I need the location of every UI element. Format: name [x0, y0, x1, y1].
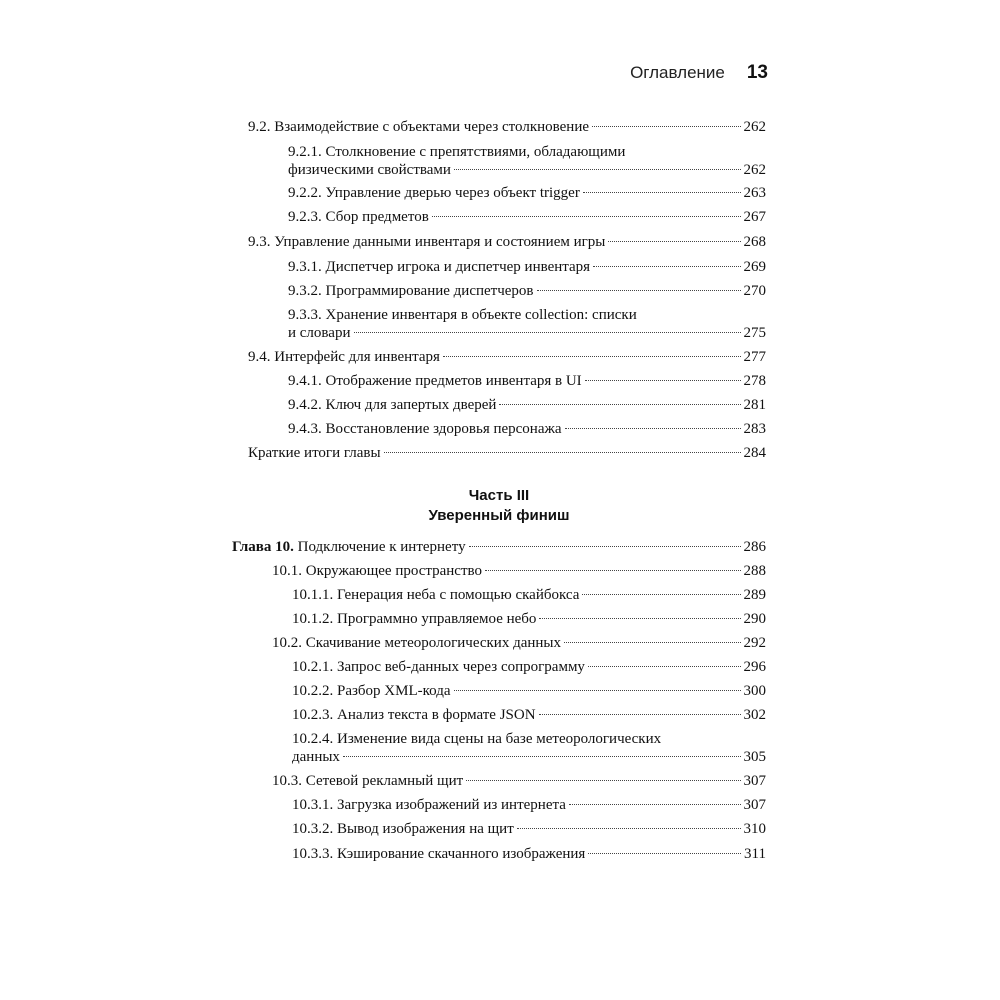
dot-leader	[469, 546, 741, 547]
toc-entry-title: 10.2.1. Запрос веб-данных через сопрограмму	[292, 659, 585, 675]
toc-entry-page: 311	[744, 846, 766, 862]
dot-leader	[354, 332, 741, 333]
toc-entry[interactable]	[232, 538, 766, 556]
toc-entry-page: 281	[743, 397, 766, 413]
toc-entry-title: 10.3.1. Загрузка изображений из интернета	[292, 797, 566, 813]
dot-leader	[593, 266, 740, 267]
toc-entry-title: 10.2. Скачивание метеорологических данных	[272, 635, 561, 651]
header-title: Оглавление	[630, 63, 725, 82]
toc-entry[interactable]	[232, 562, 766, 580]
toc-entry-title: 10.3. Сетевой рекламный щит	[272, 773, 464, 789]
toc-entry-title: 10.3.3. Кэширование скачанного изображения	[292, 846, 586, 862]
toc-entry-page: 289	[743, 587, 766, 603]
toc-entry[interactable]	[232, 208, 766, 226]
toc-entry-title: 9.4. Интерфейс для инвентаря	[248, 349, 440, 365]
toc-entry[interactable]	[232, 730, 766, 766]
toc-entry-page: 302	[743, 707, 766, 723]
toc-entry[interactable]	[232, 348, 766, 366]
toc-entry-page: 262	[743, 162, 766, 178]
toc-entry-page: 310	[743, 821, 766, 837]
toc-entry-page: 262	[743, 119, 766, 135]
toc-entry-title: физическими свойствами	[288, 162, 451, 178]
toc-entry[interactable]	[232, 282, 766, 300]
dot-leader	[608, 241, 740, 242]
toc-entry[interactable]	[232, 634, 766, 652]
dot-leader	[443, 356, 741, 357]
toc-entry-page: 307	[743, 797, 766, 813]
toc-entry-title: 9.3.2. Программирование диспетчеров	[288, 283, 534, 299]
toc-entry[interactable]	[232, 420, 766, 438]
toc-entry[interactable]	[232, 706, 766, 724]
toc-entry-title-line1: 10.2.4. Изменение вида сцены на базе метеорологических	[292, 731, 662, 747]
part-heading	[232, 486, 766, 526]
toc-entry-page: 307	[743, 773, 766, 789]
toc-entry-page: 286	[743, 539, 766, 555]
dot-leader	[588, 666, 741, 667]
dot-leader	[592, 126, 740, 127]
toc-entry-title: и словари	[288, 325, 351, 341]
toc-entry-title-line1: 9.2.1. Столкновение с препятствиями, обладающими	[288, 144, 626, 160]
toc-entry-page: 288	[743, 563, 766, 579]
toc-entry-page: 277	[743, 349, 766, 365]
toc-entry-page: 278	[743, 373, 766, 389]
dot-leader	[539, 618, 740, 619]
dot-leader	[539, 714, 741, 715]
toc-entry-title: Краткие итоги главы	[248, 445, 381, 461]
toc-entry-page: 283	[743, 421, 766, 437]
toc-entry[interactable]	[232, 586, 766, 604]
toc-entry[interactable]	[232, 772, 766, 790]
dot-leader	[454, 169, 741, 170]
dot-leader	[564, 642, 741, 643]
toc-entry-title: 10.1. Окружающее пространство	[272, 563, 482, 579]
toc-entry[interactable]	[232, 610, 766, 628]
toc-entry[interactable]	[232, 372, 766, 390]
toc-entry-title: 10.3.2. Вывод изображения на щит	[292, 821, 514, 837]
toc-entry[interactable]	[232, 682, 766, 700]
toc-entry[interactable]	[232, 143, 766, 179]
toc-entry-page: 296	[743, 659, 766, 675]
toc-entry-page: 300	[743, 683, 766, 699]
toc-entry-title: 10.1.2. Программно управляемое небо	[292, 611, 537, 627]
dot-leader	[569, 804, 741, 805]
toc-entry-title: 9.4.1. Отображение предметов инвентаря в UI	[288, 373, 582, 389]
toc-entry-title: 9.4.3. Восстановление здоровья персонажа	[288, 421, 562, 437]
dot-leader	[588, 853, 741, 854]
toc-entry[interactable]	[232, 845, 766, 863]
toc-entry[interactable]	[232, 796, 766, 814]
toc-entry-page: 267	[743, 209, 766, 225]
dot-leader	[537, 290, 741, 291]
toc-entry[interactable]	[232, 233, 766, 251]
toc-entry-title-line1: 9.3.3. Хранение инвентаря в объекте collection: списки	[288, 307, 637, 323]
dot-leader	[454, 690, 741, 691]
toc-entry[interactable]	[232, 396, 766, 414]
toc-entry[interactable]	[232, 184, 766, 202]
toc-entry-title: Подключение к интернету	[293, 539, 466, 555]
chapter-label: Глава 10.	[232, 539, 294, 555]
toc-entry-page: 284	[743, 445, 766, 461]
toc-entry-title: 9.2. Взаимодействие с объектами через столкновение	[248, 119, 590, 135]
toc-entry-title: 9.2.3. Сбор предметов	[288, 209, 429, 225]
toc-entry-title: 10.2.2. Разбор XML-кода	[292, 683, 451, 699]
part-title: Уверенный финиш	[428, 507, 570, 524]
dot-leader	[517, 828, 741, 829]
toc-entry-page: 275	[743, 325, 766, 341]
part-label: Часть III	[468, 487, 530, 504]
dot-leader	[432, 216, 741, 217]
toc-entry[interactable]	[232, 118, 766, 136]
dot-leader	[384, 452, 741, 453]
header-page-number: 13	[746, 62, 768, 83]
toc-entry[interactable]	[232, 820, 766, 838]
dot-leader	[466, 780, 740, 781]
toc-entry[interactable]	[232, 444, 766, 462]
toc-entry-page: 292	[743, 635, 766, 651]
toc-entry-page: 290	[743, 611, 766, 627]
toc-entry-title: 10.2.3. Анализ текста в формате JSON	[292, 707, 536, 723]
toc-entry-page: 269	[743, 259, 766, 275]
toc-entry-title: данных	[292, 749, 340, 765]
dot-leader	[343, 756, 741, 757]
toc-entry[interactable]	[232, 306, 766, 342]
toc-entry-page: 270	[743, 283, 766, 299]
toc-entry-page: 305	[743, 749, 766, 765]
toc-entry-title: 9.3.1. Диспетчер игрока и диспетчер инвентаря	[288, 259, 591, 275]
toc-entry[interactable]	[232, 258, 766, 276]
dot-leader	[485, 570, 741, 571]
toc-entry-page: 263	[743, 185, 766, 201]
dot-leader	[583, 192, 741, 193]
dot-leader	[585, 380, 741, 381]
dot-leader	[499, 404, 740, 405]
dot-leader	[582, 594, 740, 595]
toc-entry-title: 10.1.1. Генерация неба с помощью скайбокса	[292, 587, 580, 603]
toc-entry-title: 9.3. Управление данными инвентаря и состоянием игры	[248, 234, 606, 250]
toc-entry-page: 268	[743, 234, 766, 250]
running-header	[630, 62, 768, 84]
toc-entry-text	[232, 538, 466, 556]
toc-entry[interactable]	[232, 658, 766, 676]
dot-leader	[565, 428, 741, 429]
toc-entry-title: 9.2.2. Управление дверью через объект trigger	[288, 185, 580, 201]
toc-entry-title: 9.4.2. Ключ для запертых дверей	[288, 397, 497, 413]
